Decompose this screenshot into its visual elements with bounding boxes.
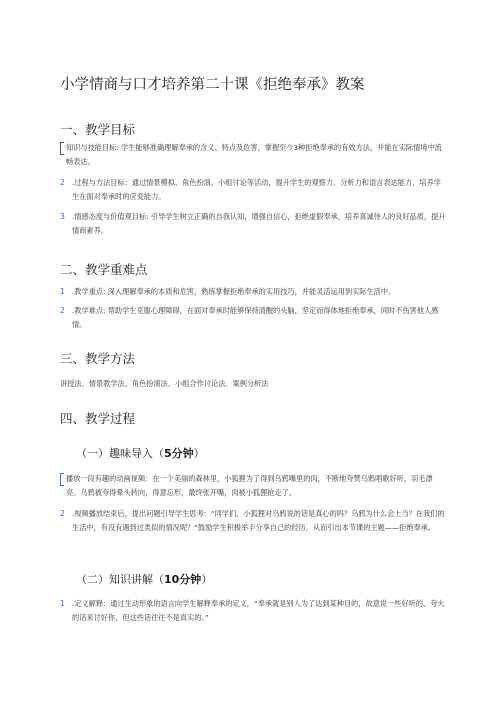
section-heading-goals: 一、教学目标 xyxy=(60,122,136,137)
section-heading-process: 四、教学过程 xyxy=(60,411,136,426)
list-item-text: 播放一段有趣的动画视频：在一个美丽的森林里，小狐狸为了得到乌鸦嘴里的肉，不断地夸赞乌鸦唱歌好听，羽毛漂亮。乌鸦被夸得晕头转向，得意忘形，最终张开嘴，肉被小狐狸抢走了。 xyxy=(66,474,433,497)
subheading-suffix: ） xyxy=(201,573,213,586)
list-item-text: 知识与技能目标: 学生能够准确理解奉承的含义、特点及危害，掌握至少3种拒绝奉承的有效方法，并能在实际情境中流畅表达。 xyxy=(66,143,442,166)
methods-text: 讲授法、情景教学法、角色扮演法、小组合作讨论法、案例分析法 xyxy=(60,379,269,388)
list-number: 1 xyxy=(60,287,65,296)
list-item xyxy=(60,507,446,535)
list-item-text: .过程与方法目标：通过情景模拟、角色扮演、小组讨论等活动，提升学生的观察力、分析力和语言表达能力，培养学生在面对奉承时的应变能力。 xyxy=(72,178,441,201)
page-title: 小学情商与口才培养第二十课《拒绝奉承》教案 xyxy=(60,77,365,93)
bracket-marker xyxy=(60,142,64,155)
list-item-text: .定义解释：通过生动形象的语言向学生解释奉承的定义，“奉承就是别人为了达到某种目的，故意说一些好听的、夸大的话来讨好你，但这些话往往不是真实的。” xyxy=(72,599,445,622)
list-item-text: .视频播放结束后，提出问题引导学生思考：“同学们，小狐狸对乌鸦说的话是真心的吗？乌鸦为什么会上当？在我们的生活中，有没有遇到过类似的情况呢？”鼓励学生积极举手分享自己的经历，从而引出本节课的主题——拒绝奉承。 xyxy=(72,509,445,532)
list-number: 2 xyxy=(60,306,65,315)
bracket-marker xyxy=(60,473,64,486)
subheading-suffix: ） xyxy=(193,447,205,460)
list-item xyxy=(60,304,446,332)
section-heading-methods: 三、教学方法 xyxy=(60,351,136,366)
list-number: 3 xyxy=(60,212,65,221)
list-item xyxy=(60,285,446,299)
list-item xyxy=(60,210,446,238)
list-item-text: .教学重点: 深入理解奉承的本质和危害，熟练掌握拒绝奉承的实用技巧，并能灵活运用到实际生活中。 xyxy=(72,287,396,296)
subheading-duration: 10分钟 xyxy=(164,573,202,586)
list-item xyxy=(60,472,446,500)
list-item xyxy=(60,597,446,625)
subsection-heading-intro xyxy=(76,447,205,461)
subheading-duration: 5分钟 xyxy=(164,447,194,460)
list-item xyxy=(60,176,446,204)
list-item xyxy=(60,141,446,169)
subsection-heading-knowledge xyxy=(76,573,212,587)
list-item-text: .情感态度与价值观目标: 引导学生树立正确的自我认知，增强自信心，拒绝虚假奉承，培养真诚待人的良好品质，提升情商素养。 xyxy=(72,212,446,235)
list-number: 1 xyxy=(60,599,65,608)
section-heading-key: 二、教学重难点 xyxy=(60,262,148,277)
list-number: 2 xyxy=(60,178,65,187)
list-item-text: .教学难点: 帮助学生克服心理障碍，在面对奉承时能够保持清醒的头脑，坚定而得体地拒绝奉承，同时不伤害他人感情。 xyxy=(72,306,439,329)
subheading-prefix: （二）知识讲解（ xyxy=(76,573,164,586)
list-number: 2 xyxy=(60,509,65,518)
subheading-prefix: （一）趣味导入（ xyxy=(76,447,164,460)
